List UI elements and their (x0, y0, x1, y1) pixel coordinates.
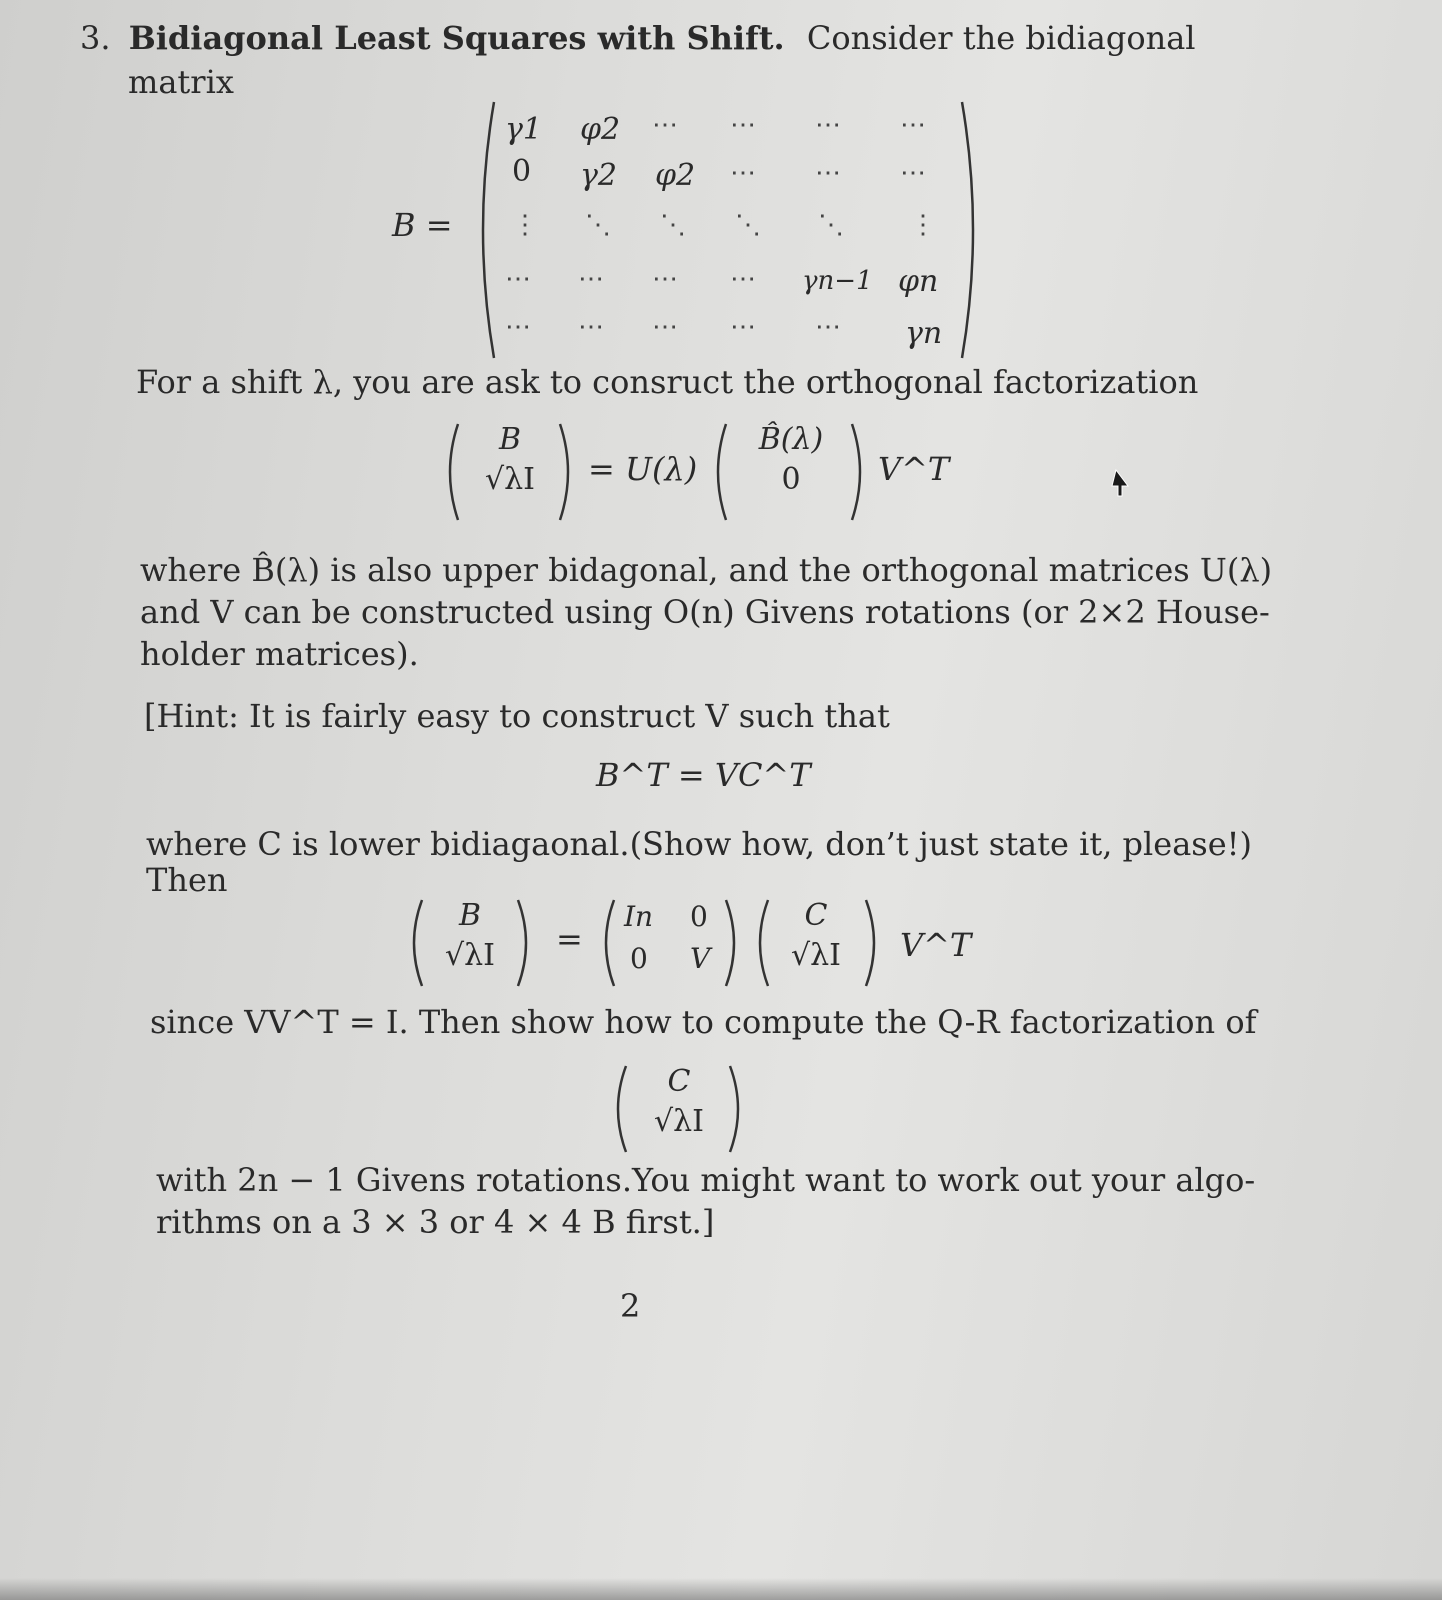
matrix-left-paren (470, 100, 500, 360)
eq4-paren (608, 1064, 630, 1154)
eq1-right-vector (736, 420, 846, 500)
matrix-dots: ⋯ (652, 312, 680, 342)
problem-heading (80, 18, 1196, 58)
eq3-paren (722, 898, 744, 988)
eq3-paren (862, 898, 884, 988)
matrix-dots: ⋯ (730, 110, 758, 140)
eq3-vector-2 (776, 896, 856, 976)
mouse-cursor-icon (1110, 468, 1134, 498)
matrix-dots: ⋯ (730, 158, 758, 188)
matrix-cell: γn (905, 316, 943, 351)
matrix-vdots: ⋮ (512, 210, 540, 240)
eq1-top-left: B (498, 422, 522, 457)
problem-number: 3. (80, 19, 111, 57)
eq1-left-vector (470, 420, 550, 500)
matrix-cell: γn−1 (802, 266, 873, 296)
paragraph-line: and V can be constructed using O(n) Givens rotations (or 2×2 House- (140, 593, 1270, 631)
matrix-dots: ⋯ (505, 312, 533, 342)
matrix-cell: γ2 (580, 158, 618, 193)
matrix-dots: ⋯ (730, 264, 758, 294)
matrix-ddots: ⋱ (818, 210, 846, 240)
eq3-paren (514, 898, 536, 988)
eq3-b: B (458, 898, 482, 933)
eq4-paren (726, 1064, 748, 1154)
matrix-dots: ⋯ (815, 110, 843, 140)
matrix-cell: γ1 (505, 112, 543, 147)
eq3-sqrt: √λI (445, 938, 495, 973)
eq3-paren (404, 898, 426, 988)
matrix-cell: 0 (512, 154, 532, 189)
eq1-right-paren (556, 422, 578, 522)
eq4-sqrt: √λI (654, 1104, 704, 1139)
eq3-c: C (804, 898, 828, 933)
problem-intro: Consider the bidiagonal (806, 19, 1196, 57)
page-number: 2 (620, 1287, 641, 1325)
matrix-ddots: ⋱ (660, 210, 688, 240)
eq1-top-right: B̂(λ) (758, 422, 824, 457)
matrix-dots: ⋯ (900, 158, 928, 188)
paragraph-line: rithms on a 3 × 3 or 4 × 4 B first.] (156, 1203, 715, 1241)
matrix-dots: ⋯ (815, 312, 843, 342)
eq1-bottom-right: 0 (781, 462, 801, 497)
matrix-dots: ⋯ (578, 264, 606, 294)
eq1-tail: V^T (878, 450, 950, 488)
eq4-c: C (667, 1064, 691, 1099)
matrix-dots: ⋯ (652, 264, 680, 294)
eq1-left-paren (440, 422, 462, 522)
paragraph-line: with 2n − 1 Givens rotations.You might want to work out your algo- (156, 1161, 1256, 1199)
paragraph-line: since VV^T = I. Then show how to compute the Q-R factorization of (150, 1003, 1257, 1041)
bottom-shadow (0, 1578, 1442, 1600)
matrix-cell: φ2 (580, 112, 621, 147)
problem-title: Bidiagonal Least Squares with Shift. (128, 19, 785, 57)
eq3-equals: = (556, 920, 583, 958)
matrix-ddots: ⋱ (735, 210, 763, 240)
paragraph-shift: For a shift λ, you are ask to consruct the orthogonal factorization (136, 363, 1199, 401)
matrix-dots: ⋯ (578, 312, 606, 342)
paragraph-line: Then (146, 861, 228, 899)
eq3-zero: 0 (690, 900, 708, 933)
matrix-lhs: B = (392, 206, 453, 244)
matrix-dots: ⋯ (652, 110, 680, 140)
eq3-paren (750, 898, 772, 988)
matrix-dots: ⋯ (815, 158, 843, 188)
paragraph-line: where C is lower bidiagaonal.(Show how, don’t just state it, please!) (146, 825, 1252, 863)
matrix-ddots: ⋱ (585, 210, 613, 240)
eq1-bottom-left: √λI (485, 462, 535, 497)
eq3-sqrt-2: √λI (791, 938, 841, 973)
eq2: B^T = VC^T (596, 756, 811, 794)
matrix-dots: ⋯ (900, 110, 928, 140)
eq4-vector (634, 1062, 724, 1142)
hint-line: [Hint: It is fairly easy to construct V such that (144, 697, 890, 735)
matrix-vdots: ⋮ (910, 210, 938, 240)
eq3-tail: V^T (900, 926, 972, 964)
matrix-dots: ⋯ (505, 264, 533, 294)
matrix-dots: ⋯ (730, 312, 758, 342)
paragraph-line: where B̂(λ) is also upper bidagonal, and the orthogonal matrices U(λ) (140, 551, 1273, 589)
matrix-cell: φn (898, 264, 939, 299)
eq3-in: In (624, 900, 654, 933)
eq1-right-paren-2 (848, 422, 870, 522)
problem-intro-2: matrix (128, 63, 234, 101)
matrix-cell: φ2 (655, 158, 696, 193)
matrix-right-paren (958, 100, 988, 360)
eq3-paren (596, 898, 618, 988)
eq1-equals: = U(λ) (588, 450, 698, 488)
paragraph-line: holder matrices). (140, 635, 419, 673)
eq3-v: V (690, 942, 711, 975)
eq1-left-paren-2 (708, 422, 730, 522)
eq3-vector-1 (430, 896, 510, 976)
eq3-zero: 0 (630, 942, 648, 975)
